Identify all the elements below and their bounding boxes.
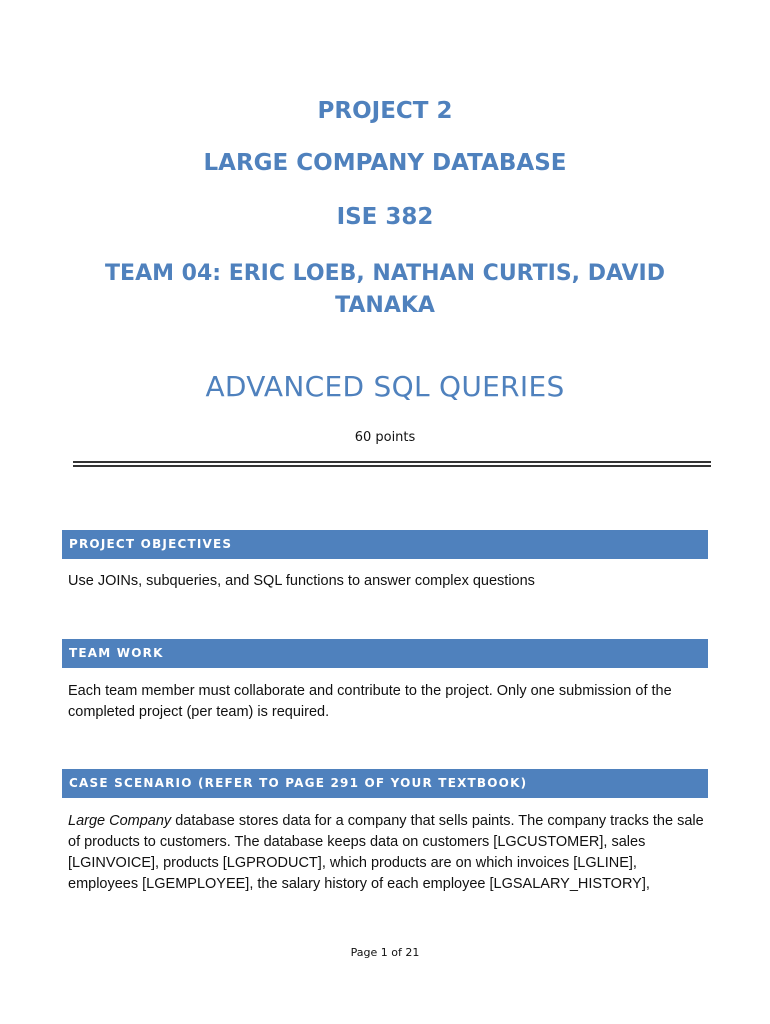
- points-label: 60 points: [354, 430, 416, 445]
- course-title: ISE 382: [336, 204, 434, 230]
- double-rule-divider: [73, 461, 711, 467]
- case-scenario-body: database stores data for a company that sells paints. The company tracks the sale of products to customers. The database keeps data on customers [LGCUSTOMER], sales [LGINVOICE], products [LGPRODUCT], which products are on which invoices [LGLINE], employees [LGEMPLOYEE], the salary history of each employee [LGSALARY_HISTORY],: [68, 813, 704, 892]
- section-heading-teamwork: TEAM WORK: [62, 639, 708, 668]
- case-scenario-text: [68, 811, 708, 895]
- page-number: Page 1 of 21: [350, 946, 420, 959]
- project-title: PROJECT 2: [317, 98, 453, 124]
- section-heading-objectives: PROJECT OBJECTIVES: [62, 530, 708, 559]
- document-subtitle: ADVANCED SQL QUERIES: [205, 370, 565, 403]
- teamwork-text: Each team member must collaborate and contribute to the project. Only one submission of the completed project (per team) is required.: [68, 683, 672, 720]
- company-name-italic: Large Company: [68, 813, 172, 829]
- database-title: LARGE COMPANY DATABASE: [203, 150, 567, 176]
- section-heading-case-scenario: CASE SCENARIO (REFER TO PAGE 291 OF YOUR TEXTBOOK): [62, 769, 708, 798]
- objectives-text: Use JOINs, subqueries, and SQL functions to answer complex questions: [68, 573, 535, 589]
- team-title: TEAM 04: ERIC LOEB, NATHAN CURTIS, DAVID TANAKA: [105, 261, 665, 318]
